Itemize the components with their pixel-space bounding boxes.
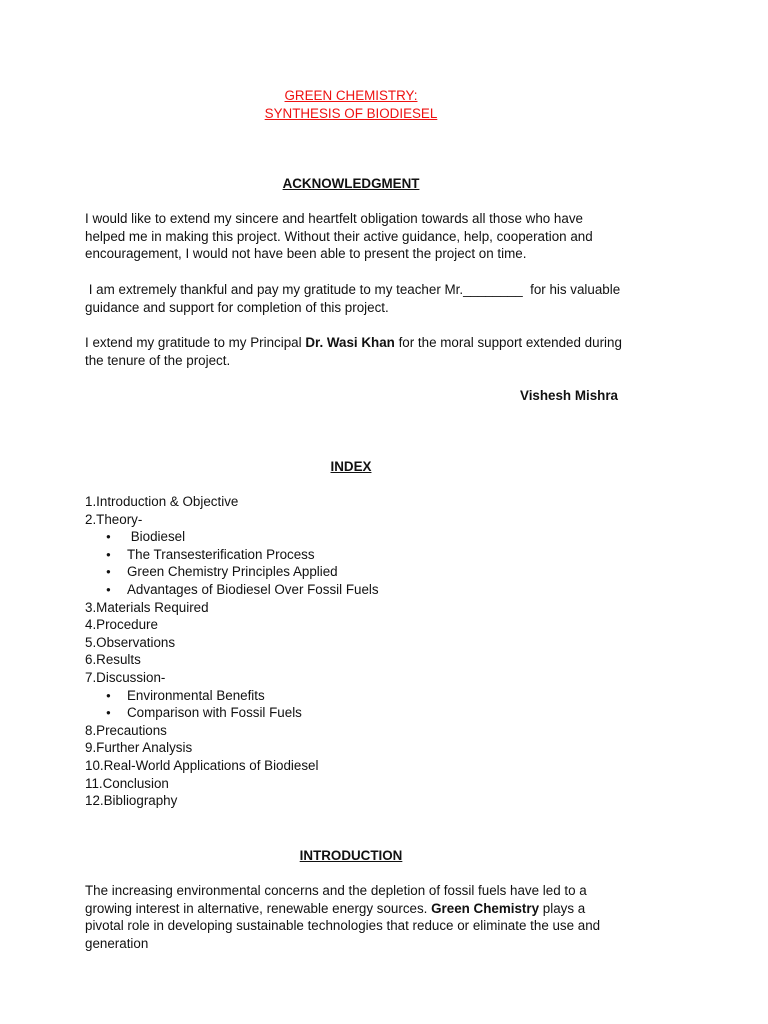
introduction-paragraph <box>85 882 625 952</box>
acknowledgment-paragraph-2: I am extremely thankful and pay my gratitude to my teacher Mr.________ for his valuable guidance and support for completion of this project. <box>85 282 624 315</box>
index-item-label: 5.Observations <box>85 634 176 650</box>
index-item <box>85 775 625 793</box>
index-subitem <box>85 704 625 722</box>
index-item-label: Green Chemistry Principles Applied <box>127 564 338 580</box>
index-heading: INDEX <box>330 459 372 474</box>
index-item <box>85 669 625 687</box>
index-item-label: 9.Further Analysis <box>85 740 193 756</box>
index-item <box>85 722 625 740</box>
index-item-label: 3.Materials Required <box>85 599 209 615</box>
index-subitem <box>85 687 625 705</box>
bullet-icon: ● <box>106 532 111 542</box>
index-item <box>85 493 625 511</box>
index-subitem <box>85 563 625 581</box>
signature-name: Vishesh Mishra <box>520 388 618 403</box>
document-title <box>0 87 702 123</box>
index-item <box>85 616 625 634</box>
bullet-icon: ● <box>106 584 111 594</box>
paragraph-text: I extend my gratitude to my Principal <box>85 335 306 350</box>
index-item-label: Comparison with Fossil Fuels <box>127 705 302 721</box>
paragraph-text: plays a pivotal role in developing sustainable technologies that reduce or eliminate the use and generation <box>85 900 601 951</box>
index-item-label: 11.Conclusion <box>85 775 169 791</box>
index-item <box>85 792 625 810</box>
index-item-label: 8.Precautions <box>85 722 167 738</box>
index-list <box>85 493 625 810</box>
paragraph-text: The increasing environmental concerns and the depletion of fossil fuels have led to a growing interest in alternative, renewable energy sources. <box>85 883 587 916</box>
index-item-label: 6.Results <box>85 652 141 668</box>
acknowledgment-heading: ACKNOWLEDGMENT <box>282 176 420 191</box>
index-item-label: The Transesterification Process <box>127 546 315 562</box>
index-item-label: 2.Theory- <box>85 511 143 527</box>
index-item-label: 12.Bibliography <box>85 793 178 809</box>
index-item-label: 10.Real-World Applications of Biodiesel <box>85 757 319 773</box>
introduction-heading: INTRODUCTION <box>299 848 403 863</box>
paragraph-text: for the moral support extended during the tenure of the project. <box>85 335 622 368</box>
principal-name: Dr. Wasi Khan <box>305 335 395 350</box>
index-item <box>85 599 625 617</box>
index-item-label: Environmental Benefits <box>127 687 265 703</box>
bullet-icon: ● <box>106 708 111 718</box>
index-item-label: Advantages of Biodiesel Over Fossil Fuels <box>127 581 379 597</box>
index-item-label: 1.Introduction & Objective <box>85 494 239 509</box>
acknowledgment-paragraph-3 <box>85 334 625 369</box>
index-item <box>85 634 625 652</box>
index-subitem <box>85 528 625 546</box>
index-item-label: 7.Discussion- <box>85 669 166 685</box>
bullet-icon: ● <box>106 567 111 577</box>
index-item-label: 4.Procedure <box>85 617 158 633</box>
title-line-2: SYNTHESIS OF BIODIESEL <box>264 106 438 121</box>
bullet-icon: ● <box>106 549 111 559</box>
index-item <box>85 739 625 757</box>
index-item <box>85 651 625 669</box>
index-item-label: Biodiesel <box>127 529 186 545</box>
index-subitem <box>85 581 625 599</box>
index-subitem <box>85 546 625 564</box>
title-line-1: GREEN CHEMISTRY: <box>284 88 418 103</box>
acknowledgment-paragraph-1: I would like to extend my sincere and heartfelt obligation towards all those who have helped me in making this project. Without their active guidance, help, cooperation and encouragement, I would not have been able to present the project on time. <box>85 211 593 262</box>
green-chemistry-term: Green Chemistry <box>431 900 540 916</box>
index-item <box>85 511 625 529</box>
index-item <box>85 757 625 775</box>
bullet-icon: ● <box>106 690 111 700</box>
